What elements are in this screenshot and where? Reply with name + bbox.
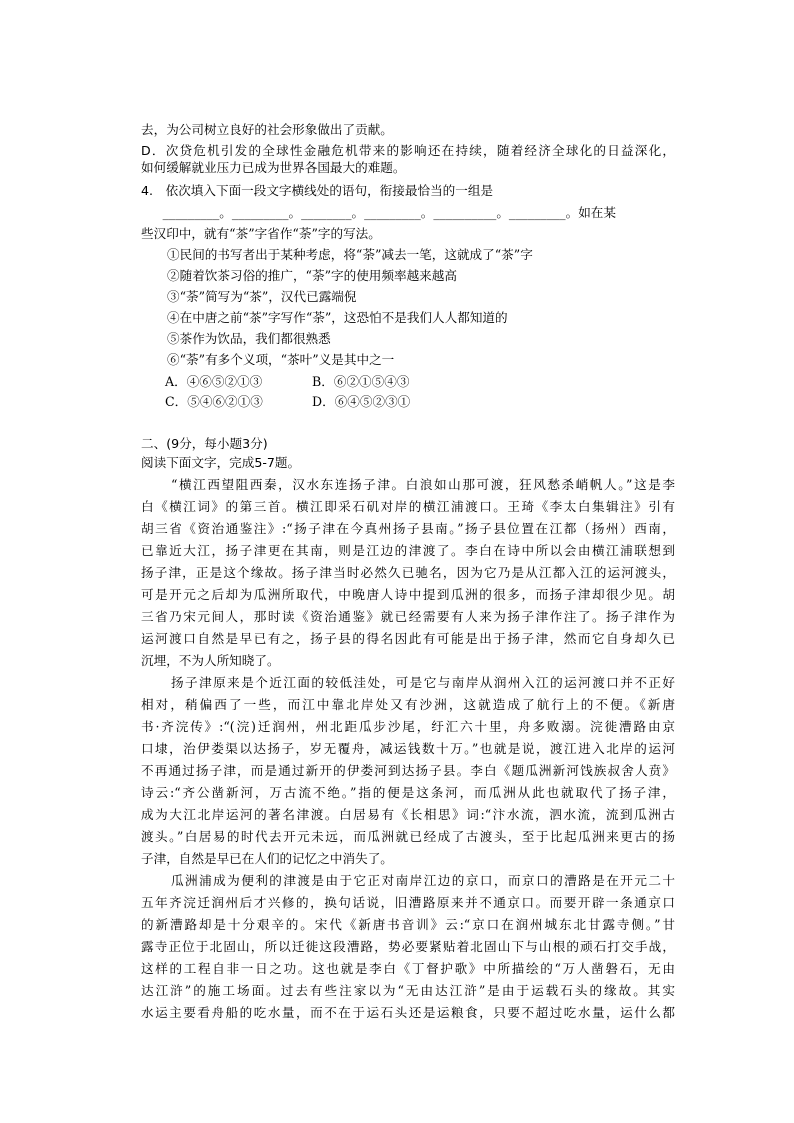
q4-item: ⑥“荼”有多个义项，“茶叶”义是其中之一 (167, 352, 395, 367)
passage-line: 相对，稍偏西了一些，而江中靠北岸处又有沙洲，这就造成了航行上的不便。《新唐 (141, 697, 675, 712)
q4-stem: 4. 依次填入下面一段文字横线处的语句，衔接最恰当的一组是 (141, 183, 494, 198)
passage-line: 诗云:“齐公凿新河，万古流不绝。”指的便是这条河，而瓜洲从此也就取代了扬子津， (141, 785, 675, 800)
passage-line: 沉埋，不为人所知晓了。 (141, 653, 280, 668)
section-instruction: 阅读下面文字，完成5-7题。 (141, 455, 301, 470)
q4-item: ①民间的书写者出于某种考虑，将“荼”减去一笔，这就成了“茶”字 (167, 247, 533, 262)
passage-line: 可是开元之后却为瓜洲所取代，中晚唐人诗中提到瓜洲的很多，而扬子津却很少见。胡 (141, 587, 675, 602)
q4-item: ⑤茶作为饮品，我们都很熟悉 (167, 331, 331, 346)
passage-line: 的新漕路却是十分艰辛的。宋代《新唐书音训》云:“京口在润州城东北甘露寺侧。”甘 (141, 917, 675, 932)
passage-line: 扬子津原来是个近江面的较低洼处，可是它与南岸从润州入江的运河渡口并不正好 (171, 675, 675, 690)
passage-line: 三省乃宋元间人，那时读《资治通鉴》就已经需要有人来为扬子津作注了。扬子津作为 (141, 609, 675, 624)
passage-line: 五年齐浣迁润州后才兴修的，换句话说，旧漕路原来并不通京口。而要开辟一条通京口 (141, 895, 675, 910)
passage-line: 水运主要看舟船的吃水量，而不在于运石头还是运粮食，只要不超过吃水量，运什么都 (141, 1005, 675, 1020)
passage-line: 达江浒”的施工场面。过去有些注家以为“无由达江浒”是由于运载石头的缘故。其实 (141, 983, 675, 998)
q3-option-d-line: 如何缓解就业压力已成为世界各国最大的难题。 (141, 160, 406, 175)
passage-line: “横江西望阻西秦，汉水东连扬子津。白浪如山那可渡，狂风愁杀峭帆人。”这是李 (171, 477, 675, 492)
q3-option-d-line: D．次贷危机引发的全球性金融危机带来的影响还在持续，随着经济全球化的日益深化， (141, 143, 675, 158)
q4-option-c: C．⑤④⑥②①③ (165, 394, 263, 409)
q4-item: ②随着饮茶习俗的推广，“荼”字的使用频率越来越高 (167, 268, 457, 283)
q4-option-a: A．④⑥⑤②①③ (165, 374, 263, 389)
passage-line: 不再通过扬子津，而是通过新开的伊娄河到达扬子县。李白《题瓜洲新河饯族叔舍人贲》 (141, 763, 675, 778)
passage-line: 已靠近大江，扬子津更在其南，则是江边的津渡了。李白在诗中所以会由横江浦联想到 (141, 543, 675, 558)
q3-tail-line: 去，为公司树立良好的社会形象做出了贡献。 (141, 122, 393, 137)
passage-line: 白《横江词》的第三首。横江即采石矶对岸的横江浦渡口。王琦《李太白集辑注》引有 (141, 499, 675, 514)
q4-option-b: B．⑥②①⑤④③ (312, 374, 410, 389)
passage-line: 成为大江北岸运河的著名津渡。白居易有《长相思》词:“汴水流，泗水流，流到瓜洲古 (141, 807, 675, 822)
passage-line: 露寺正位于北固山，所以迁徙这段漕路，势必要紧贴着北固山下与山根的顽石打交手战， (141, 939, 675, 954)
q4-blank-line: _________。_________。________。_________。__________。_________。如在某 (150, 205, 616, 220)
q4-continued: 些汉印中，就有“茶”字省作“荼”字的写法。 (141, 226, 381, 241)
passage-line: 渡头。”白居易的时代去开元未远，而瓜洲就已经成了古渡头，至于比起瓜洲来更古的扬 (141, 829, 675, 844)
passage-line: 运河渡口自然是早已有之，扬子县的得名因此有可能是出于扬子津，然而它自身却久已 (141, 631, 675, 646)
passage-line: 书·齐浣传》:“(浣)迁润州，州北距瓜步沙尾，纡汇六十里，舟多败溺。浣徙漕路由京 (141, 719, 675, 734)
passage-line: 胡三省《资治通鉴注》:“扬子津在今真州扬子县南。”扬子县位置在江都（扬州）西南， (141, 521, 675, 536)
passage-line: 这样的工程自非一日之功。这也就是李白《丁督护歌》中所描绘的“万人凿磐石，无由 (141, 961, 675, 976)
passage-line: 瓜洲浦成为便利的津渡是由于它正对南岸江边的京口，而京口的漕路是在开元二十 (171, 873, 675, 888)
section-heading: 二、(9分，每小题3分) (141, 436, 268, 451)
q4-option-d: D．⑥④⑤②③① (312, 394, 411, 409)
passage-line: 扬子津，正是这个缘故。扬子津当时必然久已驰名，因为它乃是从江都入江的运河渡头， (141, 565, 675, 580)
passage-line: 口埭，治伊娄渠以达扬子，岁无覆舟，减运钱数十万。”也就是说，渡江进入北岸的运河 (141, 741, 675, 756)
q4-item: ④在中唐之前“茶”字写作“荼”，这恐怕不是我们人人都知道的 (167, 310, 508, 325)
passage-line: 子津，自然是早已在人们的记忆之中消失了。 (141, 851, 393, 866)
q4-item: ③“荼”简写为“茶”，汉代已露端倪 (167, 289, 357, 304)
